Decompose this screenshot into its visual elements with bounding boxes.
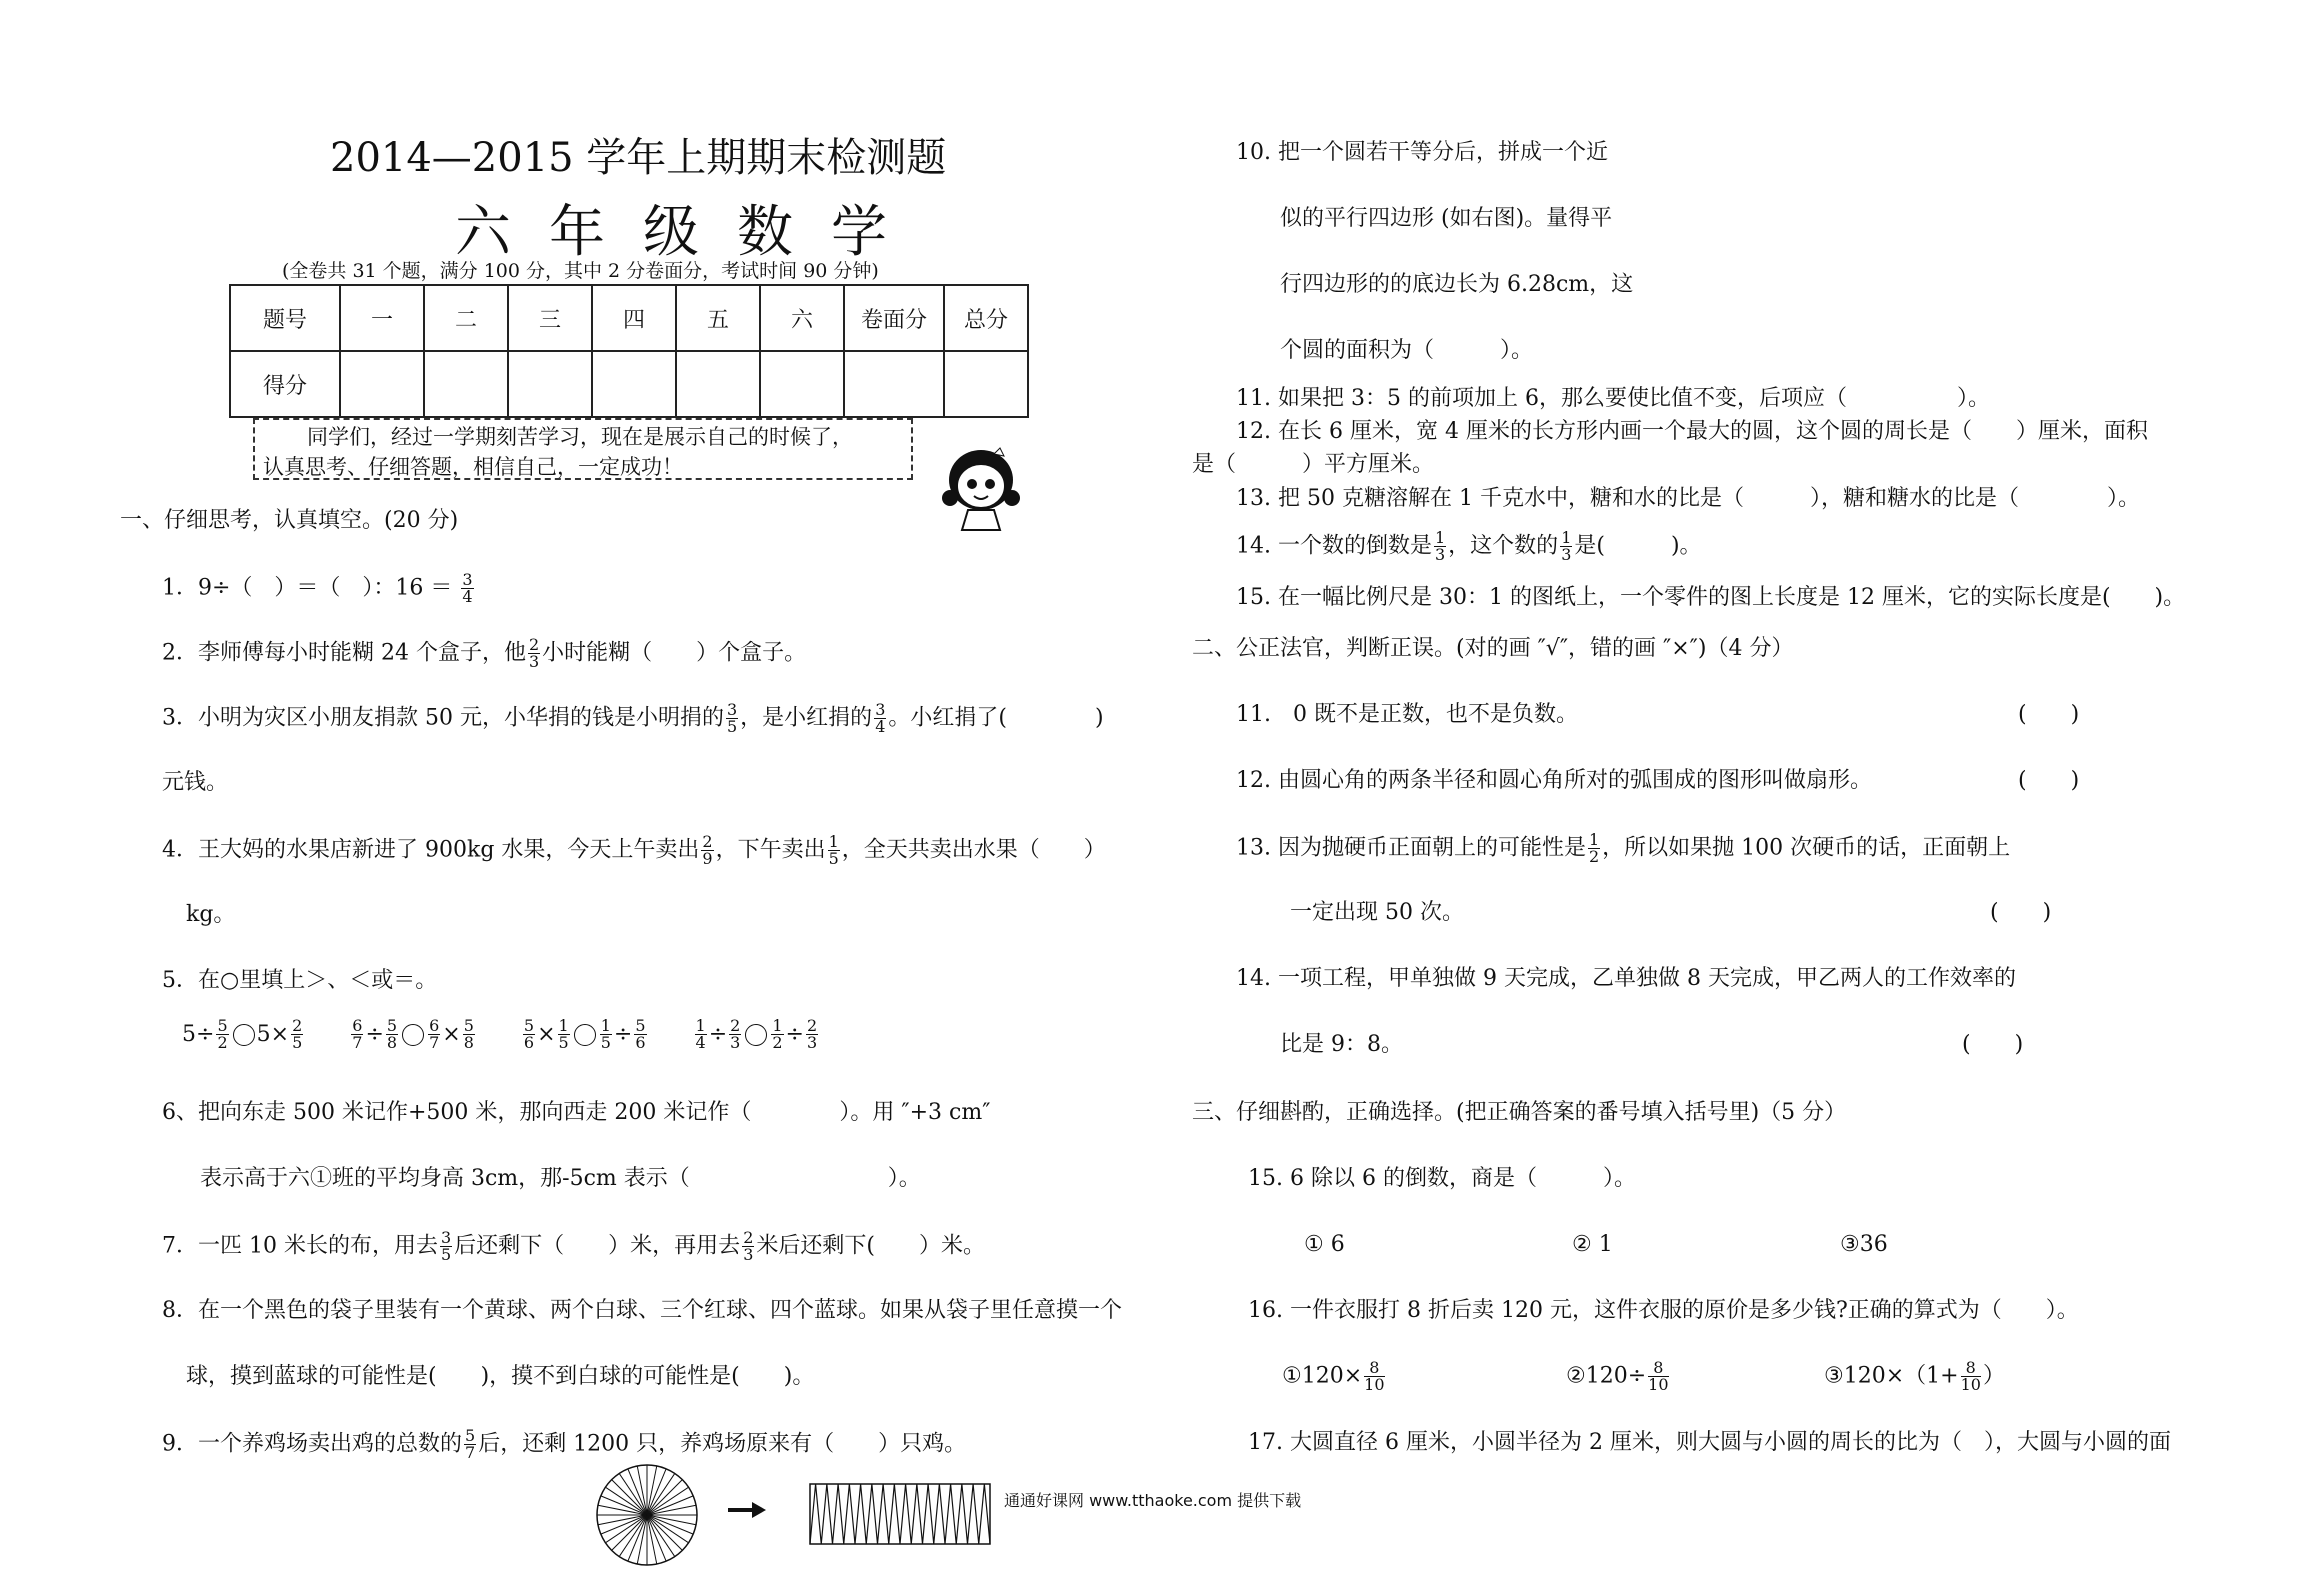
question-15: 15. 在一幅比例尺是 30：1 的图纸上，一个零件的图上长度是 12 厘米，它的实际长度是( )。	[1236, 585, 2186, 610]
fraction-den: 2	[1588, 847, 1600, 866]
q3-text: 。小红捐了( )	[888, 705, 1104, 731]
score-row-label: 得分	[230, 351, 340, 417]
choice-16: 16. 一件衣服打 8 折后卖 120 元，这件衣服的原价是多少钱?正确的算式为（ ）。	[1248, 1298, 2079, 1323]
fraction-den: 4	[695, 1033, 706, 1052]
banner-line: 认真思考、仔细答题，相信自己，一定成功！	[263, 455, 683, 479]
fraction-num: 5	[523, 1016, 535, 1035]
judge-13	[1236, 832, 2010, 865]
fraction	[558, 1018, 570, 1051]
fraction-num: 1	[772, 1016, 783, 1035]
fraction-num: 2	[743, 1228, 754, 1247]
question-10-cont: 个圆的面积为（ ）。	[1280, 338, 1534, 363]
fraction-den: 10	[1648, 1375, 1669, 1394]
q9-text: 9．一个养鸡场卖出鸡的总数的	[162, 1431, 462, 1457]
fraction	[742, 1230, 754, 1263]
fraction	[461, 572, 473, 605]
section-3-heading: 三、仔细斟酌，正确选择。(把正确答案的番号填入括号里)（5 分）	[1192, 1100, 1847, 1125]
score-input-cell[interactable]	[424, 351, 508, 417]
op-mul: ×	[537, 1021, 556, 1047]
fraction-den: 3	[806, 1033, 818, 1052]
choice-17: 17. 大圆直径 6 厘米，小圆半径为 2 厘米，则大圆与小圆的周长的比为（ ），大圆与小圆的面	[1248, 1430, 2171, 1455]
score-header-cell: 六	[760, 285, 844, 351]
judge-13-answer[interactable]: ( )	[1990, 900, 2052, 925]
score-header-cell: 三	[508, 285, 592, 351]
score-input-cell[interactable]	[760, 351, 844, 417]
q4-text: 4．王大妈的水果店新进了 900kg 水果，今天上午卖出	[162, 837, 700, 863]
compare-circle[interactable]	[233, 1024, 255, 1046]
question-2	[162, 637, 806, 670]
fraction-den: 2	[772, 1033, 783, 1052]
fraction-den: 5	[440, 1245, 452, 1264]
fraction-num: 1	[558, 1016, 569, 1035]
q2-text: 小时能糊（ ）个盒子。	[542, 640, 807, 666]
question-4	[162, 834, 1106, 867]
fraction-num: 3	[875, 700, 886, 719]
fraction-num: 8	[1364, 1360, 1384, 1377]
divided-circle-diagram	[594, 1462, 700, 1568]
fraction-den: 5	[828, 849, 839, 868]
fraction-num: 8	[1961, 1360, 1981, 1377]
fraction-num: 5	[465, 1426, 476, 1445]
choice-16-option-3[interactable]	[1824, 1360, 2005, 1393]
fraction-num: 1	[695, 1016, 706, 1035]
c16o3-text: ）	[1982, 1363, 2005, 1389]
score-input-cell[interactable]	[508, 351, 592, 417]
fraction	[1648, 1360, 1668, 1393]
op-div: ÷	[196, 1021, 215, 1047]
q1-text: 1．9÷（ ）＝（ ）：16 ＝	[162, 575, 453, 601]
score-table-header-row	[230, 285, 1028, 351]
fraction-num: 2	[730, 1016, 741, 1035]
score-header-cell: 总分	[944, 285, 1028, 351]
fraction-num: 1	[828, 832, 839, 851]
compare-circle[interactable]	[402, 1024, 424, 1046]
score-header-cell: 一	[340, 285, 424, 351]
q14-text: 14. 一个数的倒数是	[1236, 533, 1432, 559]
fraction-num: 1	[1561, 528, 1572, 547]
fraction-num: 5	[386, 1016, 398, 1035]
fraction	[1588, 832, 1600, 865]
choice-15-option-1[interactable]: ① 6	[1304, 1232, 1345, 1257]
fraction-num: 1	[1434, 528, 1446, 547]
op-mul: ×	[442, 1021, 461, 1047]
cmp-item	[521, 1016, 656, 1052]
judge-11-answer[interactable]: ( )	[2018, 702, 2080, 727]
fraction	[1560, 530, 1572, 563]
score-header-cell: 二	[424, 285, 508, 351]
fraction-den: 2	[217, 1033, 228, 1052]
op-div: ÷	[613, 1021, 633, 1047]
q7-text: 米后还剩下( ）米。	[756, 1233, 985, 1259]
fraction	[1434, 530, 1446, 563]
circle-sector-line	[647, 1515, 682, 1550]
fraction-num: 2	[292, 1016, 303, 1035]
c16o3-text: ③120×（1+	[1824, 1363, 1959, 1389]
score-input-cell[interactable]	[340, 351, 424, 417]
q9-text: 后，还剩 1200 只，养鸡场原来有（ ）只鸡。	[478, 1431, 967, 1457]
cmp-item	[349, 1016, 484, 1052]
question-8: 8．在一个黑色的袋子里装有一个黄球、两个白球、三个红球、四个蓝球。如果从袋子里任意摸一个	[162, 1298, 1123, 1323]
judge-12-answer[interactable]: ( )	[2018, 768, 2080, 793]
score-header-cell: 五	[676, 285, 760, 351]
question-14	[1236, 530, 1702, 563]
fraction	[528, 637, 540, 670]
question-10-cont: 似的平行四边形 (如右图)。量得平	[1280, 206, 1613, 231]
fraction	[428, 1018, 440, 1051]
fraction	[440, 1230, 452, 1263]
question-12: 12. 在长 6 厘米，宽 4 厘米的长方形内画一个最大的圆，这个圆的周长是（ ）厘米，面积	[1236, 419, 2148, 444]
fraction-den: 7	[465, 1443, 476, 1462]
cmp-item	[182, 1016, 312, 1052]
score-input-cell[interactable]	[676, 351, 760, 417]
cmp-text: 5	[182, 1021, 196, 1047]
fraction	[1364, 1360, 1384, 1393]
exam-title: 2014—2015 学年上期期末检测题	[330, 135, 947, 181]
fraction-den: 5	[726, 717, 738, 736]
fraction	[701, 834, 713, 867]
q3-text: 3．小明为灾区小朋友捐款 50 元，小华捐的钱是小明捐的	[162, 705, 724, 731]
arrow-icon	[728, 1500, 766, 1520]
compare-circle[interactable]	[574, 1024, 596, 1046]
fraction	[464, 1428, 476, 1461]
compare-circle[interactable]	[745, 1024, 767, 1046]
fraction-den: 8	[463, 1033, 474, 1052]
exam-subject: 六年级数学	[455, 200, 925, 265]
score-table-score-row	[230, 351, 1028, 417]
judge-12: 12. 由圆心角的两条半径和圆心角所对的弧围成的图形叫做扇形。	[1236, 768, 1872, 793]
exam-note: (全卷共 31 个题，满分 100 分，其中 2 分卷面分，考试时间 90 分钟)	[282, 260, 879, 282]
question-11: 11. 如果把 3：5 的前项加上 6，那么要使比值不变，后项应（ ）。	[1236, 386, 1990, 411]
circle-sector-line	[647, 1480, 682, 1515]
fraction-den: 7	[352, 1033, 363, 1052]
cmp-text: 5	[256, 1021, 271, 1047]
choice-16-option-1[interactable]	[1282, 1360, 1387, 1393]
q7-text: 7．一匹 10 米长的布，用去	[162, 1233, 438, 1259]
question-3-cont: 元钱。	[162, 770, 229, 795]
fraction-num: 2	[806, 1016, 818, 1035]
fraction-num: 6	[429, 1016, 440, 1035]
question-3	[162, 702, 1104, 735]
judge-11: 11. 0 既不是正数，也不是负数。	[1236, 702, 1578, 727]
judge-14-answer[interactable]: ( )	[1962, 1032, 2024, 1057]
encouragement-banner	[253, 418, 913, 480]
fraction-num: 3	[462, 570, 473, 589]
score-input-cell[interactable]	[592, 351, 676, 417]
question-8-cont: 球，摸到蓝球的可能性是( )，摸不到白球的可能性是( )。	[186, 1364, 815, 1389]
c16o2-text: ②120÷	[1566, 1363, 1647, 1389]
fraction	[600, 1018, 612, 1051]
question-13: 13. 把 50 克糖溶解在 1 千克水中，糖和水的比是（ ），糖和糖水的比是（ ）。	[1236, 486, 2140, 511]
question-7	[162, 1230, 985, 1263]
fraction	[729, 1018, 741, 1051]
banner-line: 同学们，经过一学期刻苦学习，现在是展示自己的时候了，	[307, 425, 853, 449]
fraction-num: 8	[1648, 1360, 1668, 1377]
fraction-den: 6	[523, 1033, 535, 1052]
q14-text: 是( )。	[1574, 533, 1702, 559]
cmp-item	[693, 1016, 821, 1052]
parallelogram-zigzag	[810, 1484, 990, 1544]
fraction-den: 3	[1434, 545, 1446, 564]
fraction-den: 4	[462, 587, 473, 606]
q2-text: 2．李师傅每小时能糊 24 个盒子，他	[162, 640, 526, 666]
fraction-den: 3	[730, 1033, 741, 1052]
fraction-den: 10	[1364, 1375, 1385, 1394]
q14-text: ，这个数的	[1448, 533, 1559, 559]
fraction-den: 10	[1960, 1375, 1981, 1394]
fraction-den: 5	[600, 1033, 611, 1052]
section-2-heading: 二、公正法官，判断正误。(对的画 ″√″，错的画 ″×″)（4 分）	[1192, 636, 1794, 661]
op-div: ÷	[785, 1021, 804, 1047]
fraction	[386, 1018, 398, 1051]
fraction-num: 6	[352, 1016, 363, 1035]
fraction-den: 5	[558, 1033, 569, 1052]
fraction-den: 6	[635, 1033, 646, 1052]
fraction-den: 7	[429, 1033, 440, 1052]
question-1	[162, 572, 476, 605]
fraction	[291, 1018, 303, 1051]
fraction	[634, 1018, 646, 1051]
fraction-num: 3	[726, 700, 738, 719]
q4-text: ，下午卖出	[715, 837, 826, 863]
question-9	[162, 1428, 966, 1461]
score-header-cell: 四	[592, 285, 676, 351]
question-6: 6、把向东走 500 米记作+500 米，那向西走 200 米记作（ ）。用 ″+3 cm″	[162, 1100, 991, 1125]
fraction-den: 3	[1561, 545, 1572, 564]
judge-13-cont: 一定出现 50 次。	[1290, 900, 1464, 925]
score-header-cell: 题号	[230, 285, 340, 351]
cartoon-girl-image	[938, 440, 1024, 536]
question-5-comparisons	[182, 1018, 820, 1051]
fraction-num: 5	[217, 1016, 228, 1035]
fraction-num: 1	[600, 1016, 611, 1035]
fraction-den: 4	[875, 717, 886, 736]
fraction	[828, 834, 840, 867]
section-1-heading: 一、仔细思考，认真填空。(20 分)	[120, 508, 459, 533]
choice-15-option-2[interactable]: ② 1	[1572, 1232, 1613, 1257]
question-6-cont: 表示高于六①班的平均身高 3cm，那-5cm 表示（ ）。	[200, 1166, 921, 1191]
footer-credit: 通通好课网 www.tthaoke.com 提供下载	[1004, 1491, 1302, 1510]
fraction-den: 3	[743, 1245, 754, 1264]
j13-text: ，所以如果抛 100 次硬币的话，正面朝上	[1602, 835, 2011, 861]
question-10: 10. 把一个圆若干等分后，拼成一个近	[1236, 140, 1608, 165]
fraction-den: 3	[528, 652, 540, 671]
q7-text: 后还剩下（ ）米，再用去	[454, 1233, 741, 1259]
fraction	[695, 1018, 707, 1051]
fraction	[463, 1018, 475, 1051]
choice-15: 15. 6 除以 6 的倒数，商是（ ）。	[1248, 1166, 1636, 1191]
fraction-num: 3	[440, 1228, 452, 1247]
fraction-den: 8	[386, 1033, 398, 1052]
score-header-cell: 卷面分	[844, 285, 944, 351]
question-4-cont: kg。	[186, 902, 236, 927]
q3-text: ，是小红捐的	[740, 705, 873, 731]
choice-16-option-2[interactable]	[1566, 1360, 1671, 1393]
question-12-cont: 是（ ）平方厘米。	[1192, 452, 1435, 477]
fraction	[351, 1018, 363, 1051]
fraction	[216, 1018, 228, 1051]
question-5: 5．在○里填上＞、＜或＝。	[162, 968, 438, 993]
parallelogram-diagram	[808, 1482, 992, 1546]
fraction-den: 5	[292, 1033, 303, 1052]
fraction-num: 2	[528, 635, 540, 654]
fraction-num: 1	[1588, 830, 1600, 849]
j13-text: 13. 因为抛硬币正面朝上的可能性是	[1236, 835, 1586, 861]
judge-14: 14. 一项工程，甲单独做 9 天完成，乙单独做 8 天完成，甲乙两人的工作效率的	[1236, 966, 2016, 991]
fraction	[806, 1018, 818, 1051]
fraction	[771, 1018, 783, 1051]
judge-14-cont: 比是 9：8。	[1280, 1032, 1403, 1057]
op-mul: ×	[270, 1021, 290, 1047]
question-10-cont: 行四边形的的底边长为 6.28cm，这	[1280, 272, 1634, 297]
fraction	[1961, 1360, 1981, 1393]
circle-sector-line	[612, 1515, 647, 1550]
score-input-cell[interactable]	[844, 351, 944, 417]
score-table	[229, 284, 1029, 418]
fraction	[523, 1018, 535, 1051]
fraction-num: 5	[635, 1016, 646, 1035]
choice-15-option-3[interactable]: ③36	[1840, 1232, 1888, 1257]
q4-text: ，全天共卖出水果（ ）	[841, 837, 1106, 863]
fraction	[726, 702, 738, 735]
fraction	[874, 702, 886, 735]
score-input-cell[interactable]	[944, 351, 1028, 417]
fraction-num: 2	[702, 832, 713, 851]
fraction-num: 5	[463, 1016, 474, 1035]
op-div: ÷	[708, 1021, 728, 1047]
c16o1-text: ①120×	[1282, 1363, 1363, 1389]
fraction-den: 9	[702, 849, 713, 868]
op-div: ÷	[365, 1021, 384, 1047]
circle-sector-line	[612, 1480, 647, 1515]
